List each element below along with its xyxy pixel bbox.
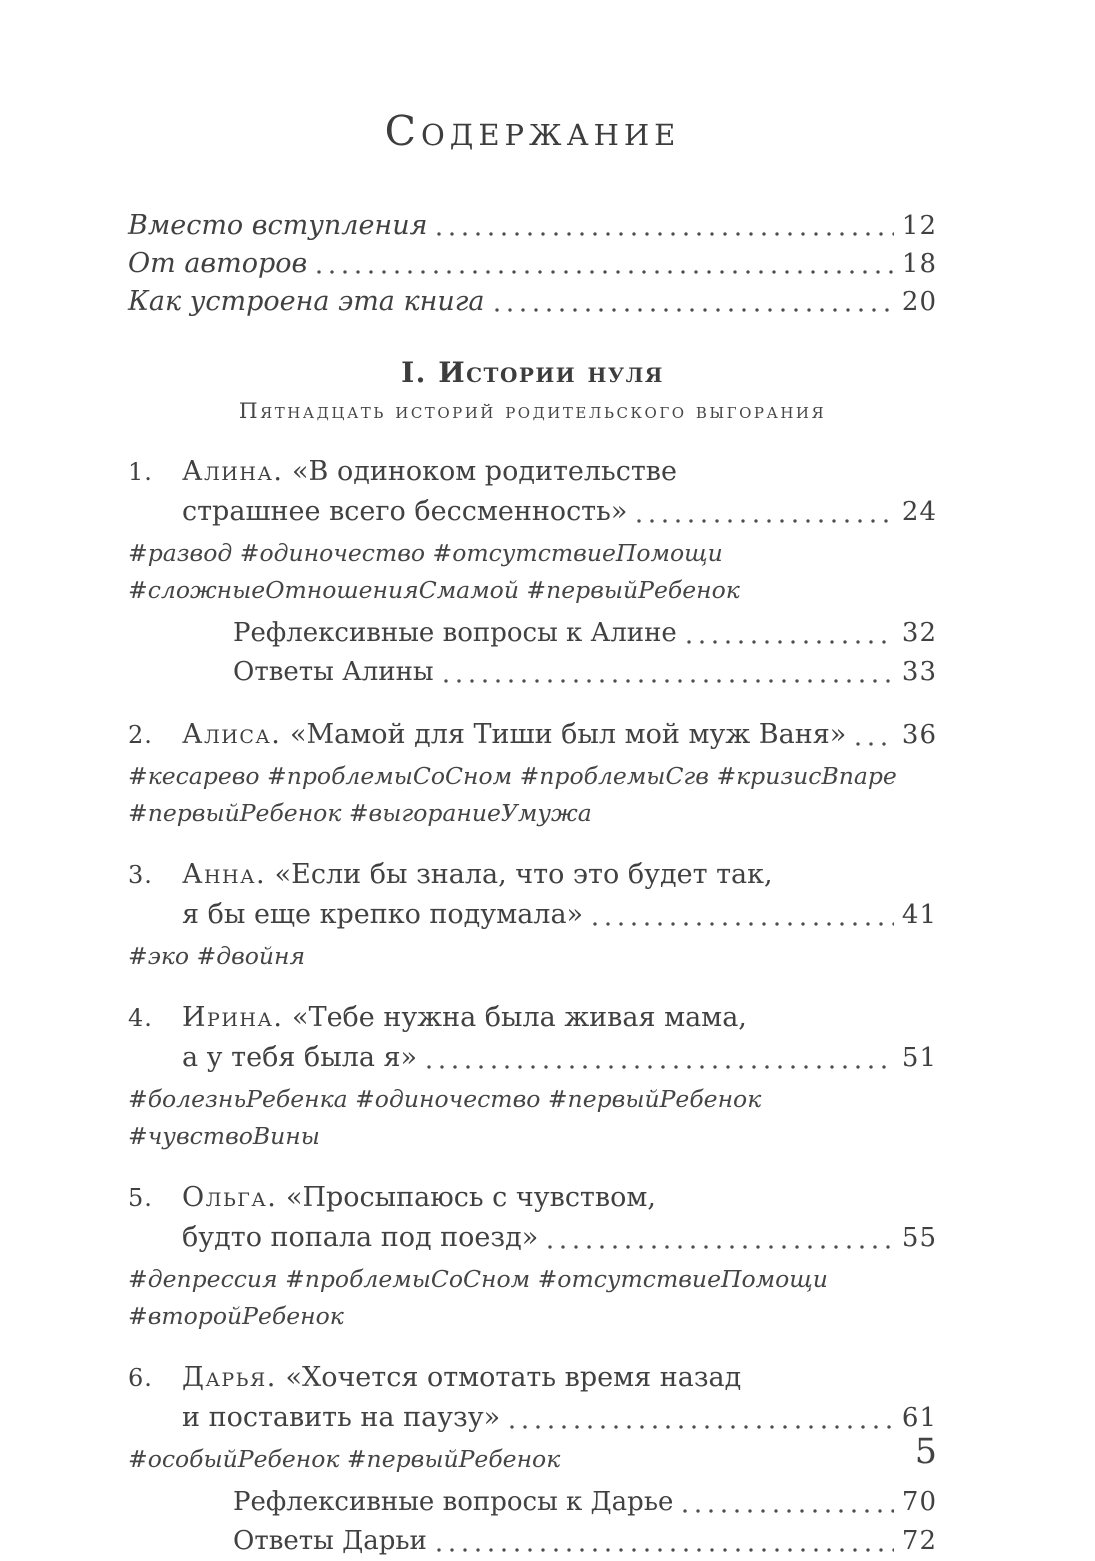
subentry-label: Рефлексивные вопросы к Дарье (233, 1487, 674, 1518)
front-matter-label: Как устроена эта книга (128, 286, 485, 318)
page-ref: 32 (901, 618, 937, 649)
front-matter-label: Вместо вступления (128, 210, 428, 242)
entry-title-line (182, 452, 937, 492)
front-matter-label: От авторов (128, 248, 308, 280)
entry-number: 6. (128, 1364, 153, 1393)
entry-title-line (182, 492, 937, 532)
hashtags: #болезньРебенка #одиночество #первыйРебенок #чувствоВины (128, 1085, 762, 1151)
page-ref: 51 (901, 1043, 937, 1074)
entry-title-text: «Хочется отмотать время назад (285, 1362, 742, 1394)
toc-entries (128, 452, 937, 1561)
entry-title-text: «В одиноком родительстве (292, 456, 677, 488)
subentry-label: Ответы Дарьи (233, 1526, 427, 1557)
hashtags: #депрессия #проблемыСоСном #отсутствиеПомощи #второйРебенок (128, 1265, 828, 1331)
page-ref: 55 (901, 1223, 937, 1254)
page-ref: 33 (901, 657, 937, 688)
entry-number: 1. (128, 458, 153, 487)
page-ref: 12 (901, 211, 937, 242)
entry-title-text: Алиса. «Мамой для Тиши был мой муж Ваня» (182, 719, 847, 751)
page-ref: 41 (901, 900, 937, 931)
dot-leader (427, 1065, 894, 1069)
dot-leader (687, 640, 894, 644)
toc-entry (128, 998, 937, 1155)
entry-number: 4. (128, 1004, 153, 1033)
page-ref: 72 (901, 1526, 937, 1557)
front-matter-item (128, 245, 937, 283)
page-ref: 70 (901, 1487, 937, 1518)
entry-title-text: будто попала под поезд» (182, 1222, 539, 1254)
subentry-label: Ответы Алины (233, 657, 434, 688)
entry-title-line (182, 1398, 937, 1438)
toc-entry (128, 1178, 937, 1335)
dot-leader (510, 1425, 894, 1429)
entry-title-line (182, 855, 937, 895)
dot-leader (637, 519, 894, 523)
entry-title-line (182, 1218, 937, 1258)
entry-title-text: «Если бы знала, что это будет так, (274, 859, 773, 891)
entry-title-text: а у тебя была я» (182, 1042, 418, 1074)
page-title: Содержание (384, 107, 681, 155)
dot-leader (856, 742, 894, 746)
section-heading (128, 353, 937, 429)
entry-number: 5. (128, 1184, 153, 1213)
entry-title-text: «Просыпаюсь с чувством, (285, 1182, 656, 1214)
front-matter (128, 207, 937, 321)
section-title-text: Истории нуля (438, 356, 664, 390)
entry-number: 3. (128, 861, 153, 890)
dot-leader (317, 270, 894, 274)
entry-title-line (182, 1178, 937, 1218)
subentries (233, 614, 937, 692)
front-matter-item (128, 283, 937, 321)
dot-leader (593, 922, 894, 926)
entry-name: Ольга. (182, 1182, 278, 1214)
entry-number: 2. (128, 721, 153, 750)
toc-entry (128, 1358, 937, 1561)
entry-name: Дарья. (182, 1362, 277, 1394)
hashtags: #эко #двойня (128, 942, 306, 971)
page-ref: 24 (901, 497, 937, 528)
dot-leader (495, 308, 894, 312)
toc-entry (128, 715, 937, 832)
toc-entry (128, 855, 937, 975)
page-ref: 18 (901, 249, 937, 280)
section-title (128, 353, 937, 393)
dot-leader (444, 679, 894, 683)
entry-name: Алиса. (182, 719, 282, 751)
entry-title-line (182, 998, 937, 1038)
dot-leader (683, 1509, 894, 1513)
page-ref: 36 (901, 720, 937, 751)
subentry (233, 614, 937, 653)
entry-title-text: «Тебе нужна была живая мама, (292, 1002, 747, 1034)
entry-title-line (182, 895, 937, 935)
hashtags: #развод #одиночество #отсутствиеПомощи #сложныеОтношенияСмамой #первыйРебенок (128, 539, 740, 605)
section-subtitle: Пятнадцать историй родительского выгорания (238, 399, 827, 425)
footer-page-number: 5 (914, 1432, 937, 1472)
hashtags: #кесарево #проблемыСоСном #проблемыСгв #кризисВпаре #первыйРебенок #выгораниеУмужа (128, 762, 897, 828)
hashtags: #особыйРебенок #первыйРебенок (128, 1445, 561, 1474)
subentry (233, 1522, 937, 1561)
page-ref: 61 (901, 1403, 937, 1434)
entry-title-text: страшнее всего бессменность» (182, 496, 628, 528)
entry-title-line (182, 715, 937, 755)
page-ref: 20 (901, 287, 937, 318)
subentry (233, 1483, 937, 1522)
front-matter-item (128, 207, 937, 245)
section-number: I. (401, 356, 427, 390)
subentries (233, 1483, 937, 1561)
entry-title-text: и поставить на паузу» (182, 1402, 501, 1434)
entry-title-line (182, 1358, 937, 1398)
toc-entry (128, 452, 937, 692)
dot-leader (437, 232, 893, 236)
entry-name: Анна. (182, 859, 267, 891)
entry-title-line (182, 1038, 937, 1078)
subentry-label: Рефлексивные вопросы к Алине (233, 618, 677, 649)
dot-leader (548, 1245, 894, 1249)
entry-title-text: я бы еще крепко подумала» (182, 899, 584, 931)
entry-name: Алина. (182, 456, 284, 488)
subentry (233, 653, 937, 692)
entry-name: Ирина. (182, 1002, 284, 1034)
